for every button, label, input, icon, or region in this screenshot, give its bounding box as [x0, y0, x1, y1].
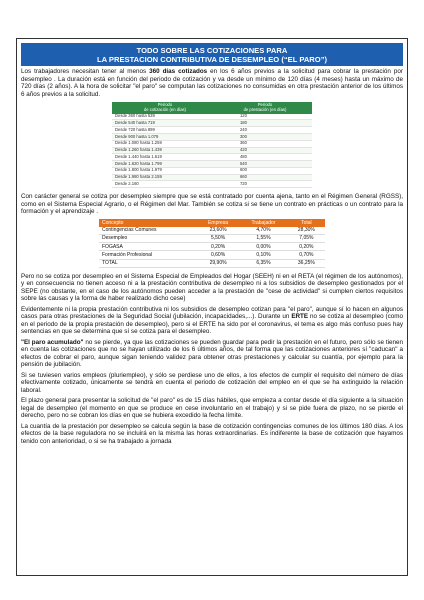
intro-paragraph [21, 68, 403, 98]
prestacion-cell: 420 [218, 147, 312, 154]
cotizacion-cell: Desde 1.260 hasta 1.439 [112, 147, 218, 154]
erte-text: Evidentemente ni la propia prestación contributiva ni los subsidios de desempleo cotizan para "el paro", aunque sí lo hacen en algunos casos para otras prestaciones de la Seguridad Social (jubilación, incapacidades,...). Durante un [21, 305, 403, 321]
duration-row [112, 167, 312, 174]
document-frame [16, 38, 408, 576]
cotizacion-cell: Desde 1.080 hasta 1.259 [112, 140, 218, 147]
duration-row [112, 161, 312, 168]
prestacion-cell: 240 [218, 127, 312, 134]
cotizacion-cell: Desde 900 hasta 1.079 [112, 133, 218, 140]
cotizacion-cell: Desde 1.440 hasta 1.619 [112, 154, 218, 161]
rates-row [99, 243, 325, 251]
prestacion-cell: 600 [218, 167, 312, 174]
rates-header-2: Trabajador [239, 219, 288, 227]
concepto-cell: Desempleo [99, 234, 197, 242]
duration-row [112, 127, 312, 134]
cotizacion-cell: Desde 2.160 [112, 181, 218, 188]
cotizacion-cell: Desde 360 hasta 539 [112, 114, 218, 120]
cotizacion-cell: Desde 1.980 hasta 2.159 [112, 174, 218, 181]
rate-cell: 1,55% [239, 234, 288, 242]
duration-row [112, 140, 312, 147]
duration-row [112, 147, 312, 154]
rate-cell: 0,20% [288, 243, 325, 251]
rate-cell: 0,60% [197, 251, 239, 259]
rate-cell: 23,60% [197, 227, 239, 235]
duration-header-1: Periodo de prestación (en días) [218, 102, 312, 114]
rates-header-0: Concepto [99, 219, 197, 227]
duration-row [112, 154, 312, 161]
rate-cell: 28,30% [288, 227, 325, 235]
rates-table [99, 219, 325, 268]
acumulado-paragraph [21, 339, 403, 369]
acumulado-text: no se pierde, ya que las cotizaciones se pueden guardar para pedir la prestación en el futuro, pero sólo se tienen en cuenta las cotizaciones que no se hayan utilizado de los 6 últimos años, de tal forma que las cotizaciones anteriores sí "caducan" a efectos de cobrar el paro, aunque sigan teniendo validez para obtener otras prestaciones y calcular su cuantía, por ejemplo para la pensión de jubilación. [21, 338, 403, 369]
rates-row [99, 251, 325, 259]
erte-text-rest: no se cotiza al desempleo (como en el periodo de la propia prestación de desempleo), pero si el ERTE ha sido por el coronavirus, el tema es algo más confuso pues hay sentencias en que se determina que sí se cotiza para el desempleo. [21, 313, 403, 336]
acumulado-bold: "El paro acumulado" [21, 338, 84, 346]
plazo-paragraph: El plazo general para presentar la solicitud de "el paro" es de 15 días hábiles, que empieza a contar desde el día siguiente a la situación legal de desempleo (el momento en que se produce en cese involuntario en el trabajo) y si se pide fuera de plazo, no se pierde el derecho, pero no se cobran los días en que se hubiera excedido la fecha límite. [21, 397, 403, 420]
rates-header-1: Empresa [197, 219, 239, 227]
prestacion-cell: 120 [218, 114, 312, 120]
rate-cell: 0,10% [239, 251, 288, 259]
intro-text-rest: en los 6 años previos a la solicitud para cobrar la prestación por desempleo . La duración está en función del periodo de cotización y va desde un mínimo de 120 días (4 meses) hasta un máximo de 720 días (2 años). A la hora de solicitar "el paro" se computan las cotizaciones no consumidas en otra prestación anterior de los últimos 6 años previos a la solicitud. [21, 68, 403, 98]
rate-cell: 5,50% [197, 234, 239, 242]
prestacion-cell: 180 [218, 120, 312, 127]
regimen-paragraph: Con carácter general se cotiza por desempleo siempre que se está contratado por cuenta ajena, tanto en el Régimen General (RGSS), como en el Sistema Especial Agrario, o el Régimen del Mar. También se cotiza si se tiene un contrato en prácticas o un contrato para la formación y el aprendizaje . [21, 193, 403, 216]
rate-cell: 7,05% [288, 234, 325, 242]
cotizacion-cell: Desde 540 hasta 719 [112, 120, 218, 127]
rates-row [99, 227, 325, 235]
rate-cell: 0,20% [197, 243, 239, 251]
intro-bold: 360 días cotizados [149, 68, 208, 75]
duration-header-0: Periodo de cotización (en días) [112, 102, 218, 114]
rates-row [99, 259, 325, 267]
cotizacion-cell: Desde 1.620 hasta 1.799 [112, 161, 218, 168]
rate-cell: 6,35% [239, 259, 288, 267]
cotizacion-cell: Desde 720 hasta 899 [112, 127, 218, 134]
empleos-paragraph: Si se tuviesen varios empleos (pluriempleo), y sólo se perdiese uno de ellos, a los efectos de cumplir el requisito del número de días efectivamente cotizado, únicamente se tendrá en cuenta el periodo de cotización del empleo en el que se ha extinguido la relación laboral. [21, 371, 403, 394]
cuantia-paragraph: La cuantía de la prestación por desempleo se calcula según la base de cotización contingencias comunes de los últimos 180 días. A los efectos de la base reguladora no se incluirá en la misma las horas extraordinarias. Es indiferente la base de cotización que hayamos tenido con anterioridad, o si se ha trabajado a jornada [21, 422, 403, 445]
erte-paragraph [21, 306, 403, 336]
duration-row [112, 174, 312, 181]
prestacion-cell: 660 [218, 174, 312, 181]
duration-row [112, 181, 312, 188]
rates-header-3: Total [288, 219, 325, 227]
concepto-cell: FOGASA [99, 243, 197, 251]
cotizacion-cell: Desde 1.800 hasta 1.979 [112, 167, 218, 174]
prestacion-cell: 540 [218, 161, 312, 168]
concepto-cell: TOTAL [99, 259, 197, 267]
duration-row [112, 133, 312, 140]
duration-row [112, 120, 312, 127]
title-line-1: TODO SOBRE LAS COTIZACIONES PARA [136, 46, 288, 55]
title-banner [21, 43, 403, 66]
rates-row [99, 234, 325, 242]
prestacion-cell: 720 [218, 181, 312, 188]
hogar-paragraph: Pero no se cotiza por desempleo en el Sistema Especial de Empleados del Hogar (SEEH) ni en el RETA (el régimen de los autónomos), y en consecuencia no tienen acceso ni a la prestación contributiva de desempleo ni a los subsidios de desempleo gestionados por el SEPE (no obstante, en el caso de los autónomos pueden acceder a la prestación de "cese de actividad" si cumplen ciertos requisitos sobre las causas y la forma de haber realizado dicho cese) [21, 272, 403, 303]
concepto-cell: Formación Profesional [99, 251, 197, 259]
intro-text: Los trabajadores necesitan tener al menos [21, 68, 150, 75]
prestacion-cell: 360 [218, 140, 312, 147]
rate-cell: 36,25% [288, 259, 325, 267]
erte-bold: ERTE [291, 313, 309, 321]
rate-cell: 4,70% [239, 227, 288, 235]
prestacion-cell: 480 [218, 154, 312, 161]
title-line-2: LA PRESTACION CONTRIBUTIVA DE DESEMPLEO (“EL PARO”) [96, 55, 328, 64]
rate-cell: 29,90% [197, 259, 239, 267]
rate-cell: 0,70% [288, 251, 325, 259]
rate-cell: 0,00% [239, 243, 288, 251]
concepto-cell: Contingencias Comunes [99, 227, 197, 235]
duration-table [112, 102, 312, 188]
prestacion-cell: 300 [218, 133, 312, 140]
